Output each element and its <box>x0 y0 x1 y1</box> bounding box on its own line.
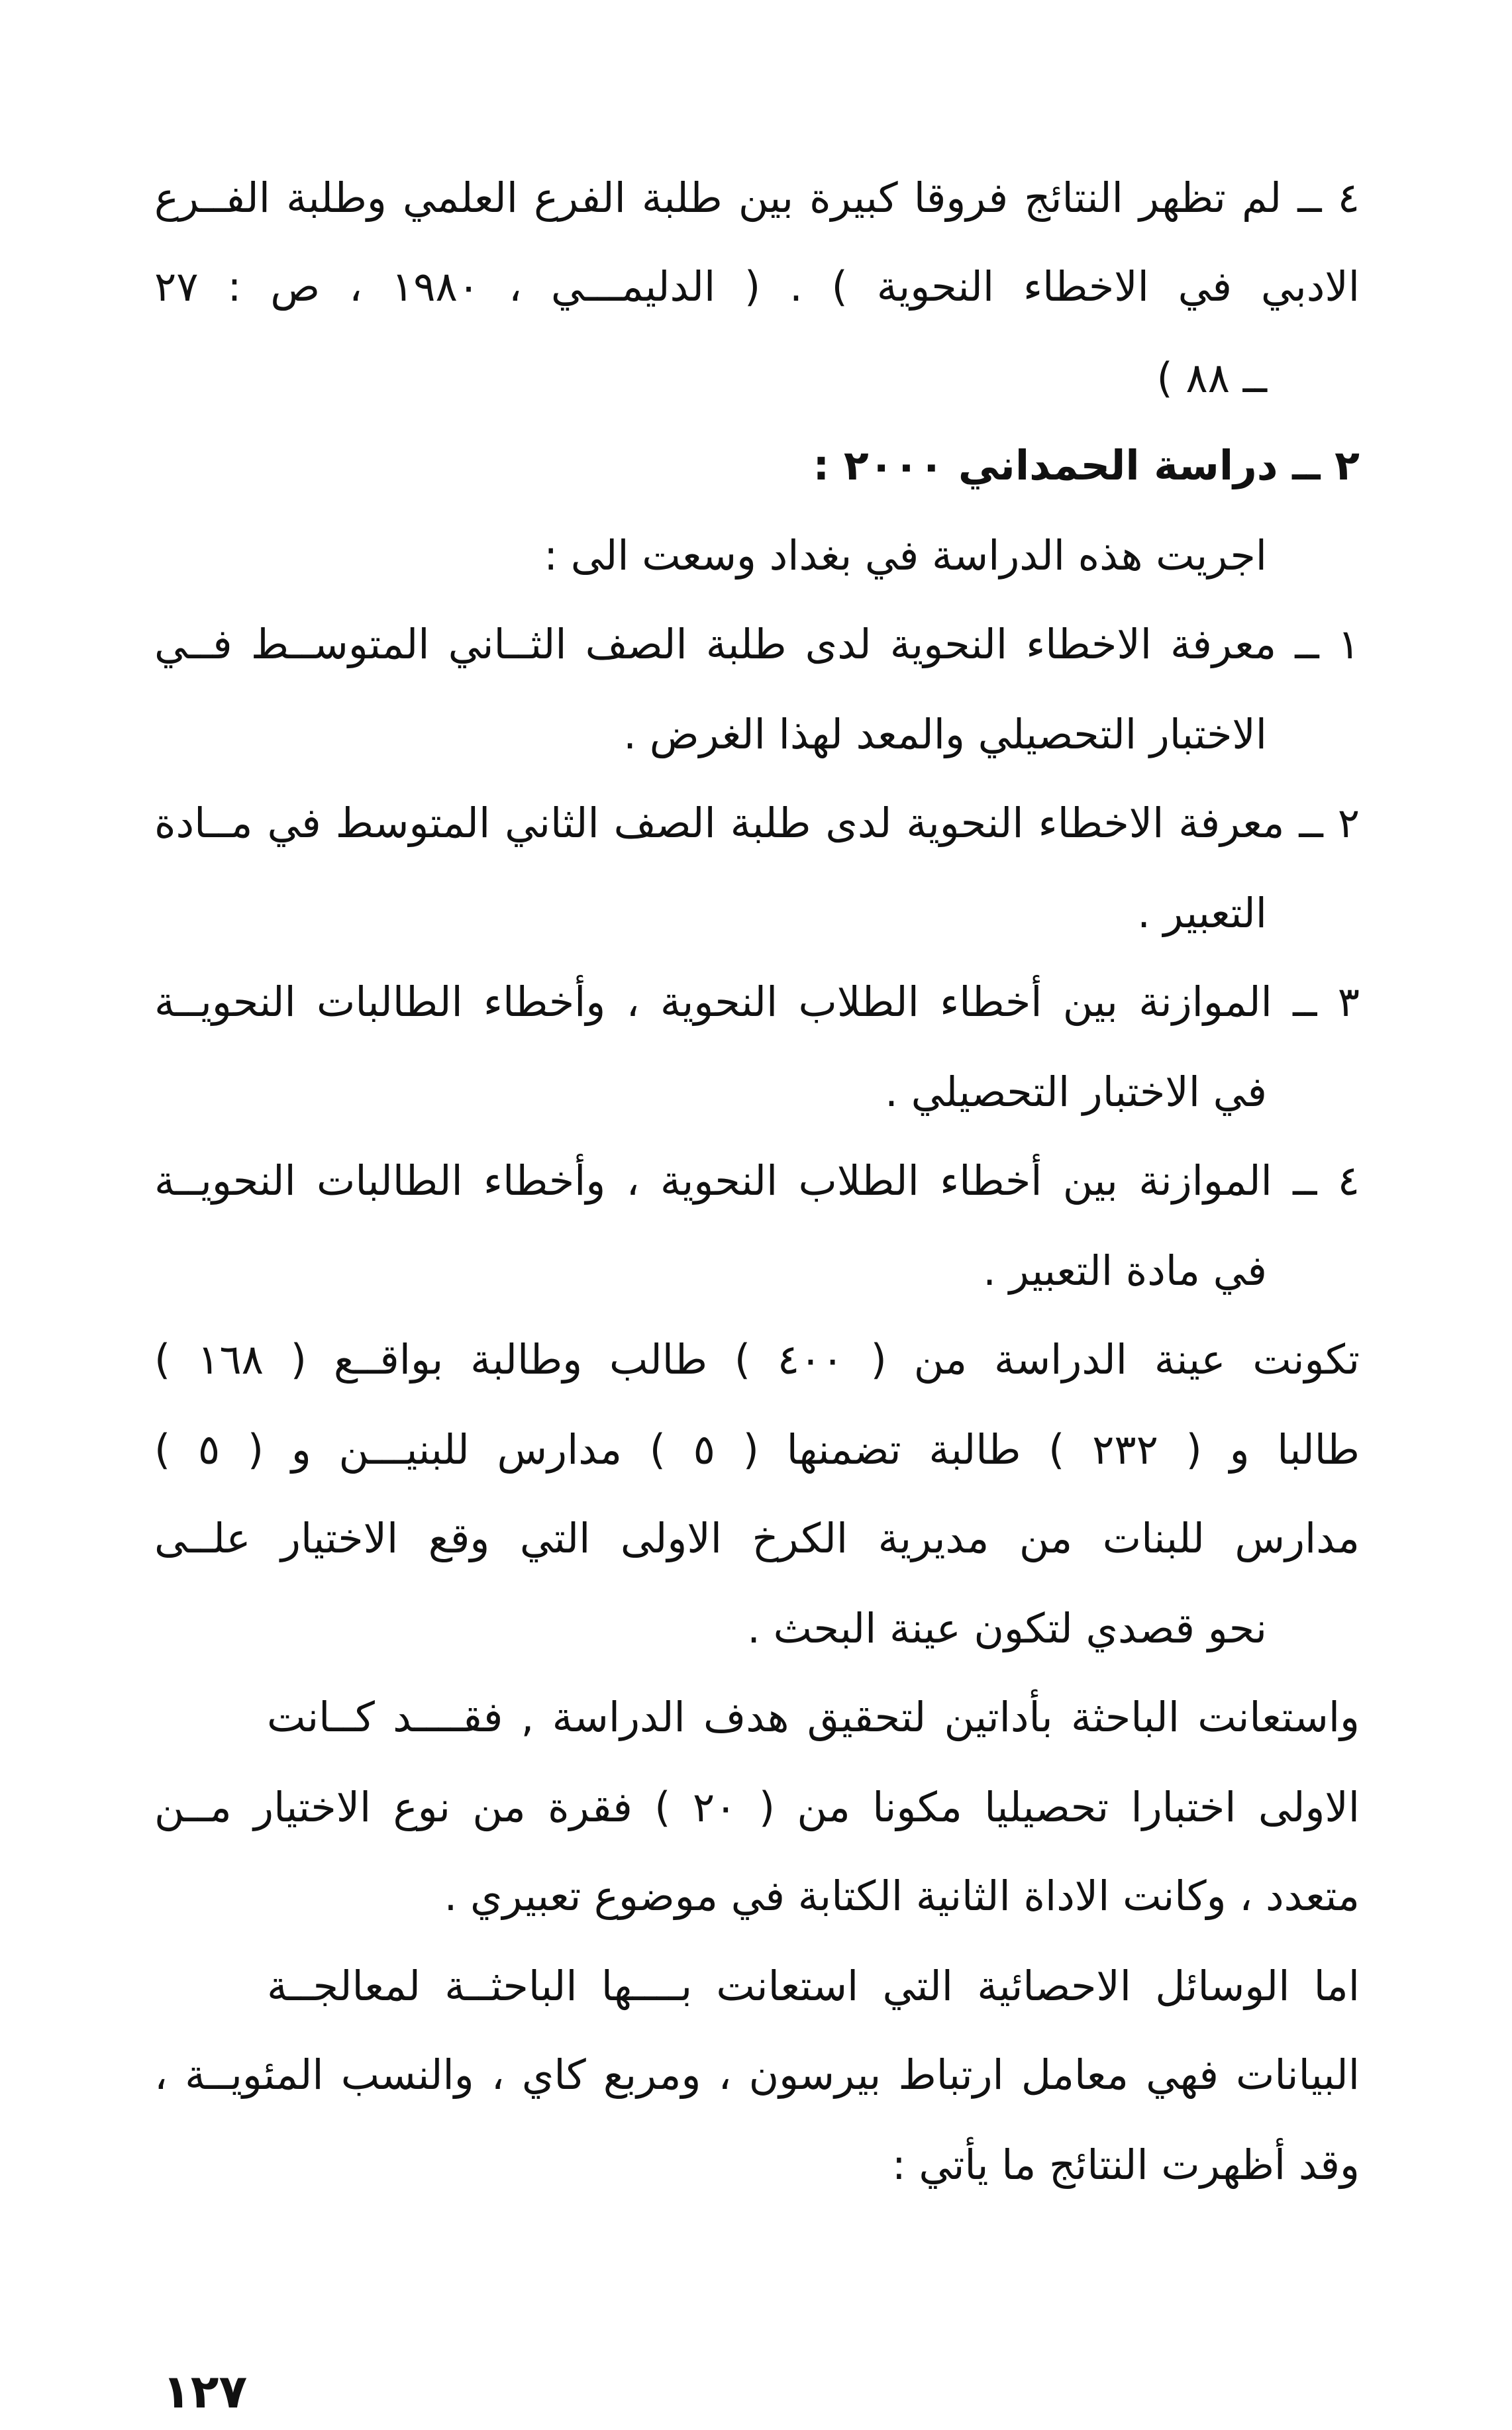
page-number: ١٢٧ <box>162 2364 248 2419</box>
section-heading: ٢ ــ دراسة الحمداني ٢٠٠٠ : <box>813 441 1360 489</box>
text-line-16: مدارس للبنات من مديرية الكرخ الاولى التي وقع الاختيار علــى <box>154 1514 1360 1562</box>
text-line-19: الاولى اختبارا تحصيليا مكونا من ( ٢٠ ) فقرة من نوع الاختيار مــن <box>154 1783 1360 1831</box>
text-line-23: وقد أظهرت النتائج ما يأتي : <box>891 2141 1360 2189</box>
list-item-1: ١ ــ معرفة الاخطاء النحوية لدى طلبة الصف الثــاني المتوســط فــي <box>154 620 1360 668</box>
list-item-2: ٢ ــ معرفة الاخطاء النحوية لدى طلبة الصف الثاني المتوسط في مــادة <box>154 799 1360 847</box>
text-line-2: الادبي في الاخطاء النحوية ) . ( الدليمـــي ، ١٩٨٠ ، ص : ٢٧ <box>154 262 1360 311</box>
text-line-22: البيانات فهي معامل ارتباط بيرسون ، ومربع كاي ، والنسب المئويــة ، <box>154 2050 1360 2099</box>
list-item-1-cont: الاختبار التحصيلي والمعد لهذا الغرض . <box>623 710 1267 758</box>
text-line-1: ٤ ــ لم تظهر النتائج فروقا كبيرة بين طلبة الفرع العلمي وطلبة الفــرع <box>154 174 1360 222</box>
list-item-4-cont: في مادة التعبير . <box>983 1246 1267 1295</box>
list-item-3-cont: في الاختبار التحصيلي . <box>885 1068 1267 1116</box>
list-item-3: ٣ ــ الموازنة بين أخطاء الطلاب النحوية ، وأخطاء الطالبات النحويــة <box>154 978 1360 1026</box>
text-line-14: تكونت عينة الدراسة من ( ٤٠٠ ) طالب وطالبة بواقــع ( ١٦٨ ) <box>154 1335 1360 1384</box>
list-item-2-cont: التعبير . <box>1137 889 1267 937</box>
text-line-15: طالبا و ( ٢٣٢ ) طالبة تضمنها ( ٥ ) مدارس للبنيـــن و ( ٥ ) <box>154 1425 1360 1474</box>
text-line-18: واستعانت الباحثة بأداتين لتحقيق هدف الدراسة , فقــــد كــانت <box>267 1693 1360 1741</box>
text-line-21: اما الوسائل الاحصائية التي استعانت بــــها الباحثــة لمعالجــة <box>267 1962 1360 2010</box>
text-line-5: اجريت هذه الدراسة في بغداد وسعت الى : <box>544 531 1267 580</box>
text-line-17: نحو قصدي لتكون عينة البحث . <box>747 1604 1267 1652</box>
text-line-3: ــ ٨٨ ) <box>1156 354 1267 402</box>
text-line-20: متعدد ، وكانت الاداة الثانية الكتابة في موضوع تعبيري . <box>444 1872 1360 1920</box>
list-item-4: ٤ ــ الموازنة بين أخطاء الطلاب النحوية ، وأخطاء الطالبات النحويــة <box>154 1156 1360 1205</box>
